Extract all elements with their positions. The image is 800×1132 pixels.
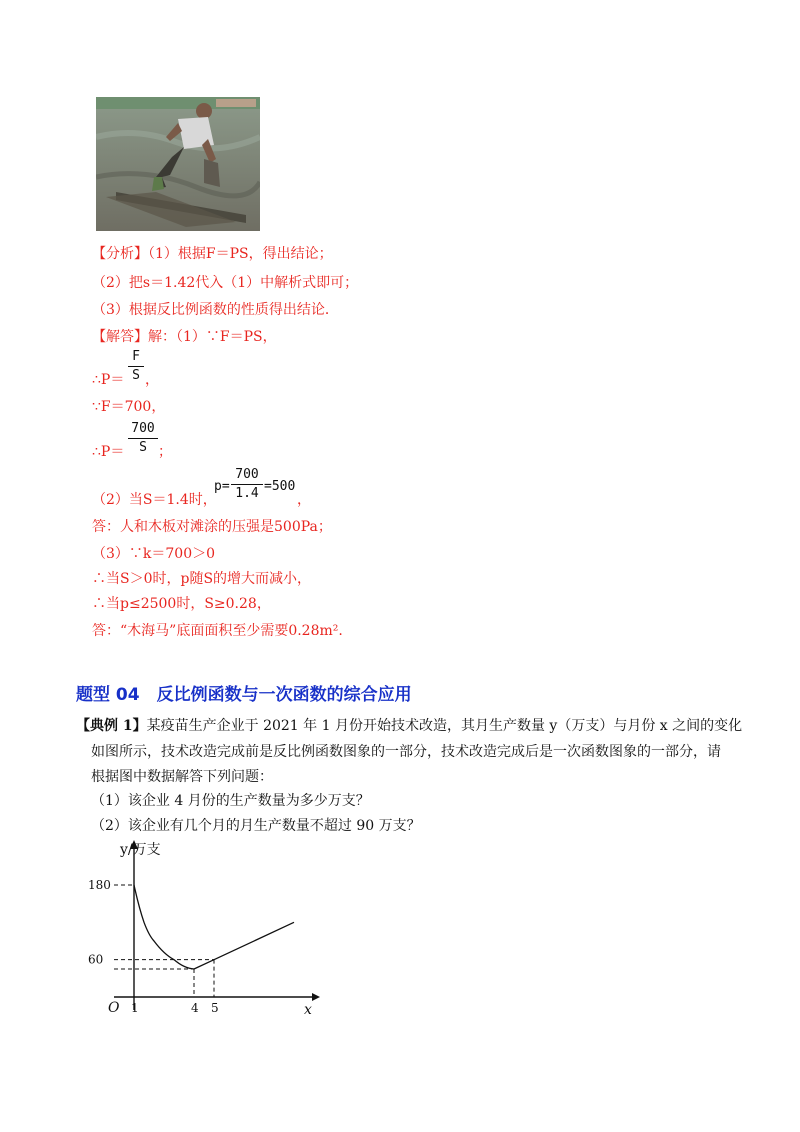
solution-line-5: （2）当S＝1.4时，	[92, 492, 217, 508]
analysis-line-3: （3）根据反比例函数的性质得出结论．	[92, 302, 339, 318]
solution-semicolon: ；	[158, 444, 172, 460]
fraction-numerator: 700	[235, 467, 259, 482]
solution-label: 【解答】	[92, 329, 148, 345]
fraction-denominator: S	[132, 368, 140, 383]
x-tick-label-1: 4	[191, 1001, 199, 1015]
fraction-denominator: S	[139, 440, 147, 455]
solution-line-7: （3）∵k＝700＞0	[92, 546, 216, 562]
origin-label: O	[108, 1000, 120, 1016]
y-tick-label-0: 180	[88, 878, 111, 892]
section-heading: 题型 04 反比例函数与一次函数的综合应用	[76, 685, 412, 705]
fraction-numerator: 700	[131, 421, 155, 436]
fraction-numerator: F	[132, 349, 140, 364]
solution-line-10: 答：“木海马”底面面积至少需要0.28m².	[92, 623, 343, 639]
example-label: 【典例 1】	[76, 718, 147, 734]
question-1: （1）该企业 4 月份的生产数量为多少万支？	[91, 793, 370, 809]
analysis-text-1: （1）根据F＝PS，得出结论；	[148, 246, 333, 262]
analysis-label: 【分析】	[92, 246, 148, 262]
solution-p-label-2: ∴P＝	[92, 444, 125, 460]
example-text-1: 某疫苗生产企业于 2021 年 1 月份开始技术改造，其月生产数量 y（万支）与月份 x 之间的变化	[146, 718, 743, 734]
analysis-line-1	[92, 243, 333, 263]
solution-comma-2: ，	[297, 492, 311, 508]
p-equals: p=	[214, 479, 230, 494]
series-line-1	[194, 922, 294, 969]
fraction-bar	[231, 484, 263, 485]
solution-comma-1: ，	[145, 372, 159, 388]
fraction-700-over-s	[128, 421, 158, 456]
x-tick-label-2: 5	[211, 1001, 219, 1015]
solution-line-9: ∴当p≤2500时，S≥0.28，	[92, 596, 271, 612]
series-line-0	[134, 885, 194, 969]
p-result: =500	[264, 479, 296, 494]
example-line-1	[76, 715, 742, 735]
fraction-bar	[128, 366, 144, 367]
fraction-denominator: 1.4	[235, 486, 259, 501]
example-line-2: 如图所示，技术改造完成前是反比例函数图象的一部分，技术改造完成后是一次函数图象的一部分，请	[91, 744, 721, 760]
solution-line-3: ∵F＝700，	[92, 399, 166, 415]
analysis-line-2: （2）把s＝1.42代入（1）中解析式即可；	[92, 275, 359, 291]
solution-line-6: 答：人和木板对滩涂的压强是500Pa；	[92, 519, 332, 535]
y-axis-label: y/万支	[120, 842, 161, 858]
solution-line-1	[92, 326, 277, 346]
x-axis-arrow	[312, 993, 320, 1001]
fraction-bar	[128, 438, 158, 439]
function-graph	[80, 835, 340, 1020]
question-2: （2）该企业有几个月的月生产数量不超过 90 万支？	[91, 818, 421, 834]
solution-p-label-1: ∴P＝	[92, 372, 125, 388]
x-tick-label-0: 1	[131, 1001, 139, 1015]
x-axis-label: x	[304, 1002, 312, 1018]
fraction-f-over-s	[128, 349, 144, 384]
y-tick-label-1: 60	[88, 952, 104, 967]
solution-line-8: ∴当S＞0时，p随S的增大而减小，	[92, 571, 312, 587]
photo-man-on-mudflat	[96, 97, 260, 231]
example-line-3: 根据图中数据解答下列问题：	[91, 769, 273, 785]
fraction-700-over-1-4	[231, 467, 263, 502]
solution-text-1: 解：（1）∵F＝PS，	[148, 329, 277, 345]
